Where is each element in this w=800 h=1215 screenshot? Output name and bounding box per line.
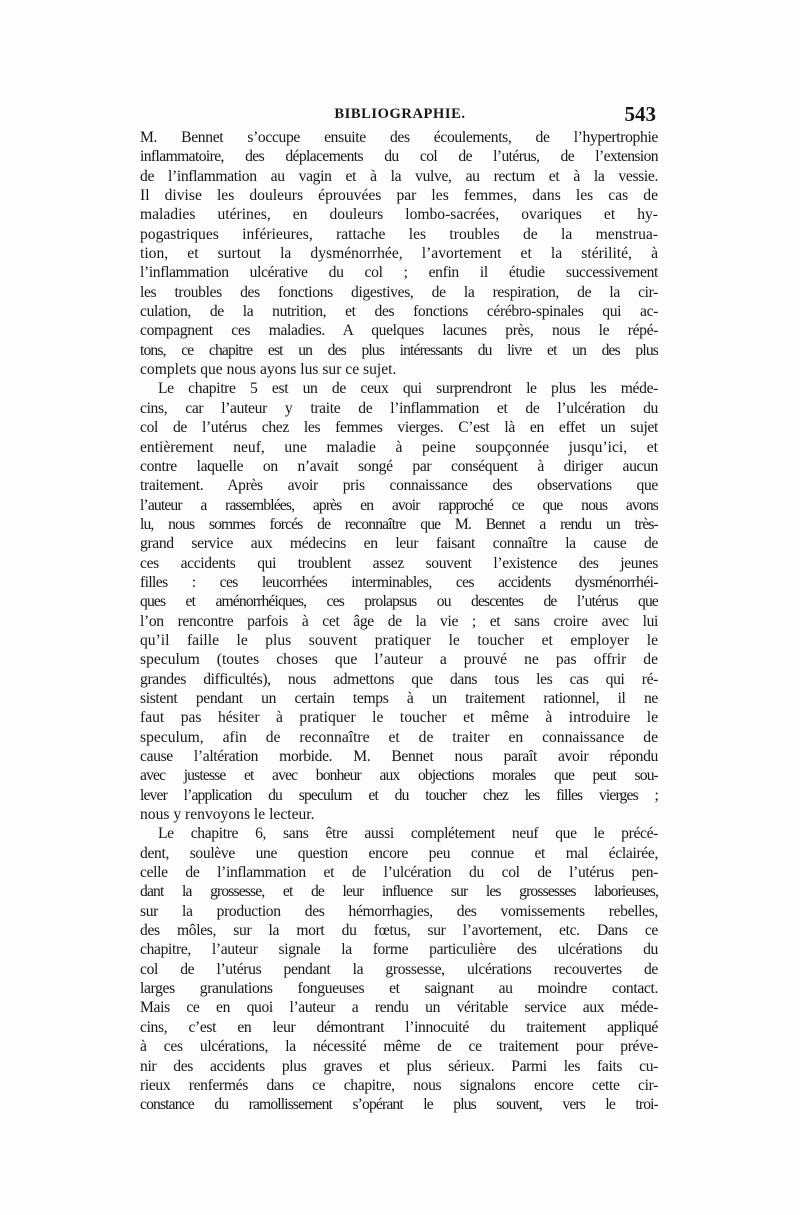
text-line: constance du ramollissement s’opérant le plus souvent, vers le troi- <box>140 1096 658 1114</box>
text-line: tion, et surtout la dysménorrhée, l’avortement et la stérilité, à <box>140 245 658 263</box>
text-line: M. Bennet s’occupe ensuite des écoulements, de l’hypertrophie <box>140 129 658 146</box>
text-line: cause l’altération morbide. M. Bennet nous paraît avoir répondu <box>140 748 658 765</box>
text-line: faut pas hésiter à pratiquer le toucher et même à introduire le <box>140 709 658 727</box>
page-number: 543 <box>624 102 656 126</box>
text-line: ces accidents qui troublent assez souvent l’existence des jeunes <box>140 554 658 572</box>
text-line: complets que nous ayons lus sur ce sujet. <box>140 361 397 379</box>
text-line: larges granulations fongueuses et saignant au moindre contact. <box>140 980 658 998</box>
text-line: inflammatoire, des déplacements du col de l’utérus, de l’extension <box>140 148 658 166</box>
text-line: entièrement neuf, une maladie à peine soupçonnée jusqu’ici, et <box>140 438 658 456</box>
text-line: lever l’application du speculum et du toucher chez les filles vierges ; <box>140 786 658 804</box>
text-line: cins, c’est en leur démontrant l’innocuité du traitement appliqué <box>140 1018 658 1036</box>
text-line: de l’inflammation au vagin et à la vulve, au rectum et à la vessie. <box>140 167 658 185</box>
text-line: à ces ulcérations, la nécessité même de ce traitement pour préve- <box>140 1038 658 1056</box>
text-line: rieux renfermés dans ce chapitre, nous signalons encore cette cir- <box>140 1076 658 1094</box>
text-line: compagnent ces maladies. A quelques lacunes près, nous le répé- <box>140 322 658 340</box>
text-line: Le chapitre 5 est un de ceux qui surprendront le plus les méde- <box>158 380 658 398</box>
text-line: tons, ce chapitre est un des plus intéressants du livre et un des plus <box>140 341 658 359</box>
text-line: Il divise les douleurs éprouvées par les femmes, dans les cas de <box>140 187 658 205</box>
text-line: Le chapitre 6, sans être aussi complétement neuf que le précé- <box>158 825 658 843</box>
text-line: nous y renvoyons le lecteur. <box>140 806 315 824</box>
text-line: speculum, afin de reconnaître et de traiter en connaissance de <box>140 728 658 746</box>
body-text <box>140 128 658 1115</box>
text-line: dant la grossesse, et de leur influence sur les grossesses laborieuses, <box>140 883 658 901</box>
text-line: Mais ce en quoi l’auteur a rendu un véritable service aux méde- <box>140 999 658 1017</box>
text-line: dent, soulève une question encore peu connue et mal éclairée, <box>140 844 658 862</box>
text-line: sistent pendant un certain temps à un traitement rationnel, il ne <box>140 689 658 707</box>
text-line: l’auteur a rassemblées, après en avoir rapproché ce que nous avons <box>140 496 658 514</box>
text-line: avec justesse et avec bonheur aux objections morales que peut sou- <box>140 767 658 785</box>
text-line: des môles, sur la mort du fœtus, sur l’avortement, etc. Dans ce <box>140 922 658 940</box>
text-line: grandes difficultés), nous admettons que dans tous les cas qui ré- <box>140 670 658 688</box>
text-line: col de l’utérus pendant la grossesse, ulcérations recouvertes de <box>140 960 658 978</box>
text-line: pogastriques inférieures, rattache les troubles de la menstrua- <box>140 225 658 243</box>
text-line: ques et aménorrhéiques, ces prolapsus ou descentes de l’utérus que <box>140 593 658 611</box>
text-line: l’inflammation ulcérative du col ; enfin il étudie successivement <box>140 264 658 282</box>
text-line: lu, nous sommes forcés de reconnaître que M. Bennet a rendu un très- <box>140 515 658 533</box>
text-line: les troubles des fonctions digestives, de la respiration, de la cir- <box>140 283 658 301</box>
text-line: l’on rencontre parfois à cet âge de la vie ; et sans croire avec lui <box>140 612 658 630</box>
text-line: maladies utérines, en douleurs lombo-sacrées, ovariques et hy- <box>140 206 658 224</box>
text-line: grand service aux médecins en leur faisant connaître la cause de <box>140 535 658 553</box>
text-line: sur la production des hémorrhagies, des vomissements rebelles, <box>140 902 658 920</box>
text-line: filles : ces leucorrhées interminables, ces accidents dysménorrhéi- <box>140 573 658 591</box>
text-line: col de l’utérus chez les femmes vierges. C’est là en effet un sujet <box>140 419 658 437</box>
text-line: celle de l’inflammation et de l’ulcération du col de l’utérus pen- <box>140 864 658 882</box>
running-title: BIBLIOGRAPHIE. <box>334 106 466 122</box>
text-line: qu’il faille le plus souvent pratiquer le toucher et employer le <box>140 631 658 649</box>
text-line: chapitre, l’auteur signale la forme particulière des ulcérations du <box>140 941 658 959</box>
text-line: culation, de la nutrition, et des fonctions cérébro-spinales qui ac- <box>140 303 658 321</box>
text-line: speculum (toutes choses que l’auteur a prouvé ne pas offrir de <box>140 651 658 669</box>
text-line: contre laquelle on n’avait songé par conséquent à diriger aucun <box>140 457 658 475</box>
text-line: nir des accidents plus graves et plus sérieux. Parmi les faits cu- <box>140 1057 658 1075</box>
text-line: traitement. Après avoir pris connaissance des observations que <box>140 477 658 495</box>
running-head <box>140 104 660 128</box>
text-line: cins, car l’auteur y traite de l’inflammation et de l’ulcération du <box>140 399 658 417</box>
